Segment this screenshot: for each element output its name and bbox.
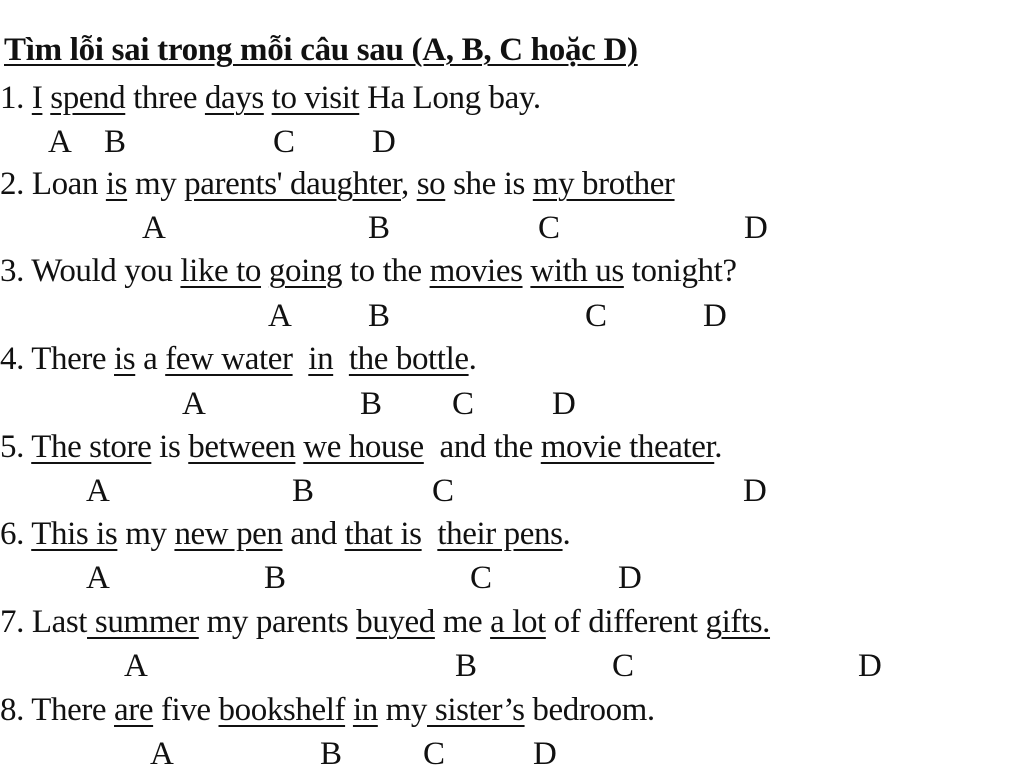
option-a-text: is [114,341,136,377]
sentence-text: my [127,166,185,202]
question-5-label-d: D [743,473,767,509]
question-4-label-c: C [452,386,475,422]
question-number: 8. [0,692,32,728]
question-7-label-b: B [455,648,478,684]
question-2-sentence [0,166,675,203]
question-5-label-a: A [86,473,110,509]
question-2-label-b: B [368,210,391,246]
question-3-label-c: C [585,298,608,334]
sentence-text: my [117,516,175,552]
option-b-text: bookshelf [218,692,346,728]
question-2-label-d: D [744,210,768,246]
sentence-text: Would you [31,253,181,289]
option-a-text: like to [180,253,262,289]
option-c-text: in [352,692,378,728]
sentence-text: There [31,341,115,377]
option-d-text: to visit [271,80,360,116]
question-7-label-c: C [612,648,635,684]
sentence-text: Last [31,604,88,640]
option-d-text: their pens [437,516,563,552]
question-number: 1. [0,80,32,116]
question-5-label-b: B [292,473,315,509]
question-1-label-b: B [104,124,127,160]
exercise-title: Tìm lỗi sai trong mỗi câu sau (A, B, C hoặc D) [4,32,638,68]
option-b-text: buyed [356,604,435,640]
sentence-text: a [135,341,166,377]
question-1-sentence [0,80,541,117]
question-2-label-a: A [142,210,166,246]
question-2-label-c: C [538,210,561,246]
option-c-text: we house [303,429,424,465]
question-3-label-d: D [703,298,727,334]
question-3-sentence [0,253,737,290]
question-8-label-b: B [320,736,343,772]
option-c-text: so [416,166,446,202]
sentence-text: and the [423,429,541,465]
question-1-label-d: D [372,124,396,160]
option-c-text: a lot [490,604,546,640]
option-d-text: my brother [532,166,675,202]
question-number: 4. [0,341,32,377]
option-b-text: parents' daughter [184,166,401,202]
sentence-text: my parents [198,604,357,640]
question-6-sentence [0,516,570,553]
sentence-text [293,341,309,377]
question-8-label-c: C [423,736,446,772]
option-c-text: that is [344,516,422,552]
question-4-label-a: A [182,386,206,422]
question-5-label-c: C [432,473,455,509]
option-d-text: movie theater [540,429,715,465]
question-7-label-d: D [858,648,882,684]
question-number: 2. [0,166,32,202]
sentence-text: . [562,516,571,552]
option-b-text: between [188,429,296,465]
sentence-text: Loan [31,166,106,202]
option-a-text: summer [87,604,199,640]
question-6-label-b: B [264,560,287,596]
option-a-text: I [31,80,43,116]
sentence-text [333,341,349,377]
question-7-label-a: A [124,648,148,684]
question-7-sentence [0,604,770,641]
option-c-text: movies [429,253,523,289]
sentence-text: five [153,692,219,728]
sentence-text: bedroom. [524,692,655,728]
sentence-text: to the [342,253,430,289]
question-6-label-c: C [470,560,493,596]
question-4-sentence [0,341,476,378]
sentence-text: she is [445,166,533,202]
sentence-text [345,692,353,728]
option-a-text: This is [31,516,118,552]
question-3-label-a: A [268,298,292,334]
question-6-label-a: A [86,560,110,596]
option-d-text: with us [530,253,624,289]
sentence-text: me [434,604,491,640]
sentence-text: of different [545,604,706,640]
option-c-text: in [308,341,334,377]
sentence-text: three [125,80,205,116]
sentence-text: my [377,692,428,728]
sentence-text: . [714,429,723,465]
question-8-sentence [0,692,655,729]
sentence-text [261,253,269,289]
sentence-text: , [401,166,417,202]
question-number: 7. [0,604,32,640]
option-b-text: going [268,253,343,289]
question-6-label-d: D [618,560,642,596]
option-b-text: spend [50,80,126,116]
question-1-label-c: C [273,124,296,160]
question-3-label-b: B [368,298,391,334]
sentence-text: and [282,516,345,552]
option-b-text: new pen [174,516,283,552]
question-5-sentence [0,429,722,466]
option-d-text: gifts. [705,604,771,640]
question-8-label-d: D [533,736,557,772]
option-d-text: the bottle [348,341,469,377]
option-c-text: days [204,80,264,116]
sentence-text: tonight? [623,253,737,289]
question-number: 5. [0,429,32,465]
option-a-text: are [114,692,154,728]
question-number: 3. [0,253,32,289]
option-d-text: sister’s [427,692,525,728]
sentence-text: Ha Long bay. [359,80,541,116]
sentence-text: There [31,692,115,728]
option-b-text: few water [165,341,293,377]
question-8-label-a: A [150,736,174,772]
question-1-label-a: A [48,124,72,160]
sentence-text: . [468,341,477,377]
question-4-label-d: D [552,386,576,422]
question-4-label-b: B [360,386,383,422]
option-a-text: is [105,166,128,202]
question-number: 6. [0,516,32,552]
sentence-text: is [151,429,189,465]
sentence-text [422,516,438,552]
option-a-text: The store [31,429,152,465]
sentence-text [264,80,272,116]
